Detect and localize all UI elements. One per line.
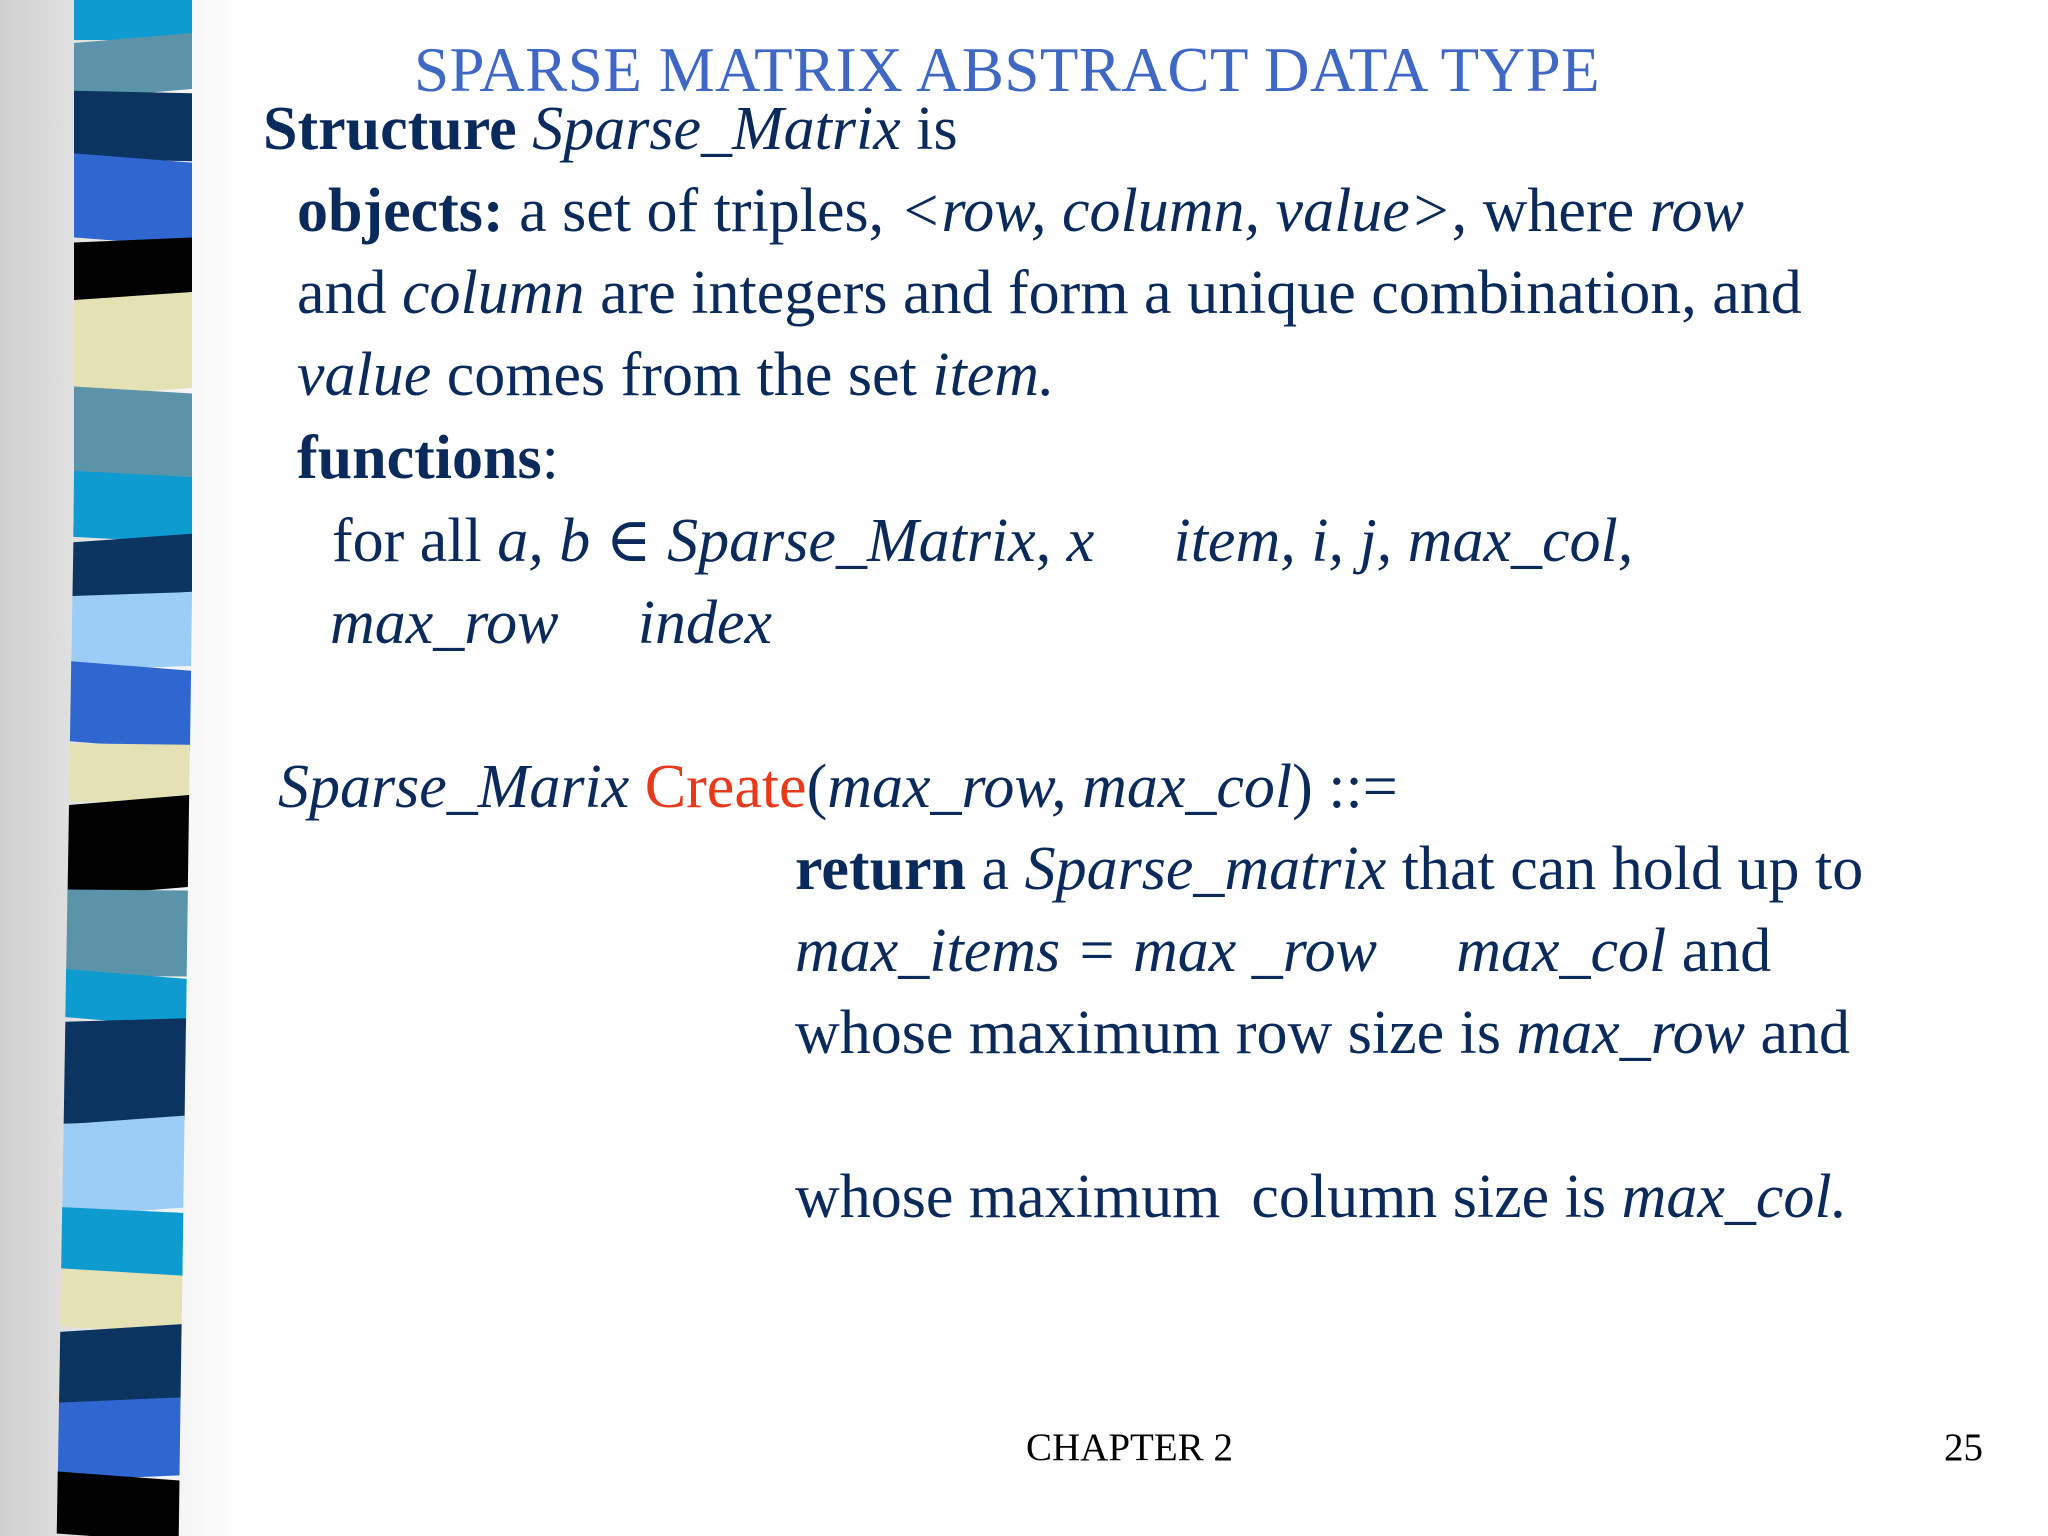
missing-glyph-box	[1094, 507, 1110, 575]
functions-line	[297, 424, 559, 492]
objects-text: a set of triples,	[503, 177, 900, 245]
band-stripe	[74, 0, 192, 40]
band-stripe	[74, 238, 192, 301]
line4-rest: comes from the set	[431, 341, 933, 409]
band-stripe	[59, 1324, 182, 1406]
band-stripe	[64, 1018, 186, 1124]
band-stripe	[72, 534, 192, 601]
forall-vars: item, i, j, max_col,	[1109, 507, 1570, 575]
forall-comma: ,	[1035, 507, 1067, 575]
footer-chapter: CHAPTER 2	[1026, 1426, 1233, 1469]
line3-column: column	[402, 259, 585, 327]
forall-sparse-matrix: Sparse_Matrix	[667, 507, 1036, 575]
create-paren-open: (	[806, 753, 828, 821]
whose-row-text: whose maximum row size is	[795, 999, 1517, 1067]
band-stripe	[65, 969, 186, 1027]
functions-colon: :	[541, 424, 559, 492]
band-stripe	[74, 387, 192, 480]
forall-x: x	[1066, 507, 1095, 575]
objects-line	[297, 177, 1744, 245]
line4-value: value	[297, 341, 432, 409]
whose-column-text: whose maximum column size is	[795, 1163, 1622, 1231]
footer-page-number: 25	[1944, 1426, 1983, 1469]
band-stripe	[58, 1397, 181, 1480]
return-line	[795, 835, 1864, 903]
forall-line	[332, 507, 1633, 575]
objects-line-3	[297, 341, 1055, 409]
whose-row-and: and	[1745, 999, 1851, 1067]
line4-item: item.	[932, 341, 1055, 409]
max-row-var: max_row	[330, 589, 559, 657]
element-of-symbol: ∈	[590, 507, 668, 575]
forall-ab: a, b	[497, 507, 591, 575]
max-row-index-line	[330, 589, 772, 657]
band-stripe	[71, 592, 192, 670]
return-keyword: return	[795, 835, 967, 903]
max-items-and: and	[1602, 917, 1708, 985]
band-stripe	[74, 292, 192, 396]
create-return-type: Sparse_Marix	[278, 753, 645, 821]
slide-title: SPARSE MATRIX ABSTRACT DATA TYPE	[414, 35, 1601, 105]
create-args: max_row, max_col	[827, 753, 1293, 821]
band-stripe	[74, 153, 192, 246]
forall-text: for all	[332, 507, 498, 575]
band-stripe	[62, 1116, 184, 1217]
objects-triple: <row, column, value>	[899, 177, 1452, 245]
objects-row: row	[1649, 177, 1744, 245]
functions-keyword: functions	[297, 424, 542, 492]
structure-keyword: Structure	[263, 95, 517, 163]
band-stripe	[70, 661, 191, 751]
whose-column-line	[795, 1163, 1848, 1231]
band-stripe	[74, 33, 192, 99]
objects-line-2	[297, 259, 1802, 327]
missing-glyph-box	[558, 589, 574, 657]
structure-line	[263, 95, 958, 163]
band-stripe	[69, 743, 190, 802]
return-text-2: that can hold up to	[1386, 835, 1864, 903]
whose-row-line	[795, 999, 1851, 1067]
objects-keyword: objects:	[297, 177, 504, 245]
objects-where: , where	[1451, 177, 1650, 245]
line3-and: and	[297, 259, 403, 327]
band-stripe	[66, 889, 188, 976]
band-stripe	[68, 795, 190, 897]
structure-name: Sparse_Matrix	[532, 95, 901, 163]
line3-rest: are integers and form a unique combination, and	[584, 259, 1802, 327]
band-stripe	[60, 1268, 182, 1333]
max-items-expr-b: max_col	[1392, 917, 1603, 985]
max-items-expr-a: max_items = max _row	[795, 917, 1377, 985]
band-stripe	[57, 1471, 180, 1536]
return-sparse-matrix: Sparse_matrix	[1024, 835, 1387, 903]
band-stripe	[61, 1207, 183, 1277]
return-text-1: a	[966, 835, 1025, 903]
decorative-striped-band	[0, 0, 240, 1536]
create-paren-close: ) ::=	[1292, 753, 1398, 821]
missing-glyph-box	[1376, 917, 1393, 985]
index-var: index	[573, 589, 709, 657]
create-signature-line	[278, 753, 1398, 821]
band-stripe	[74, 91, 192, 162]
structure-is: is	[900, 95, 958, 163]
whose-row-var: max_row	[1516, 999, 1745, 1067]
max-items-line	[795, 917, 1771, 985]
whose-column-var: max_col.	[1621, 1163, 1848, 1231]
create-function-name: Create	[644, 753, 807, 821]
band-stripe	[73, 471, 192, 543]
